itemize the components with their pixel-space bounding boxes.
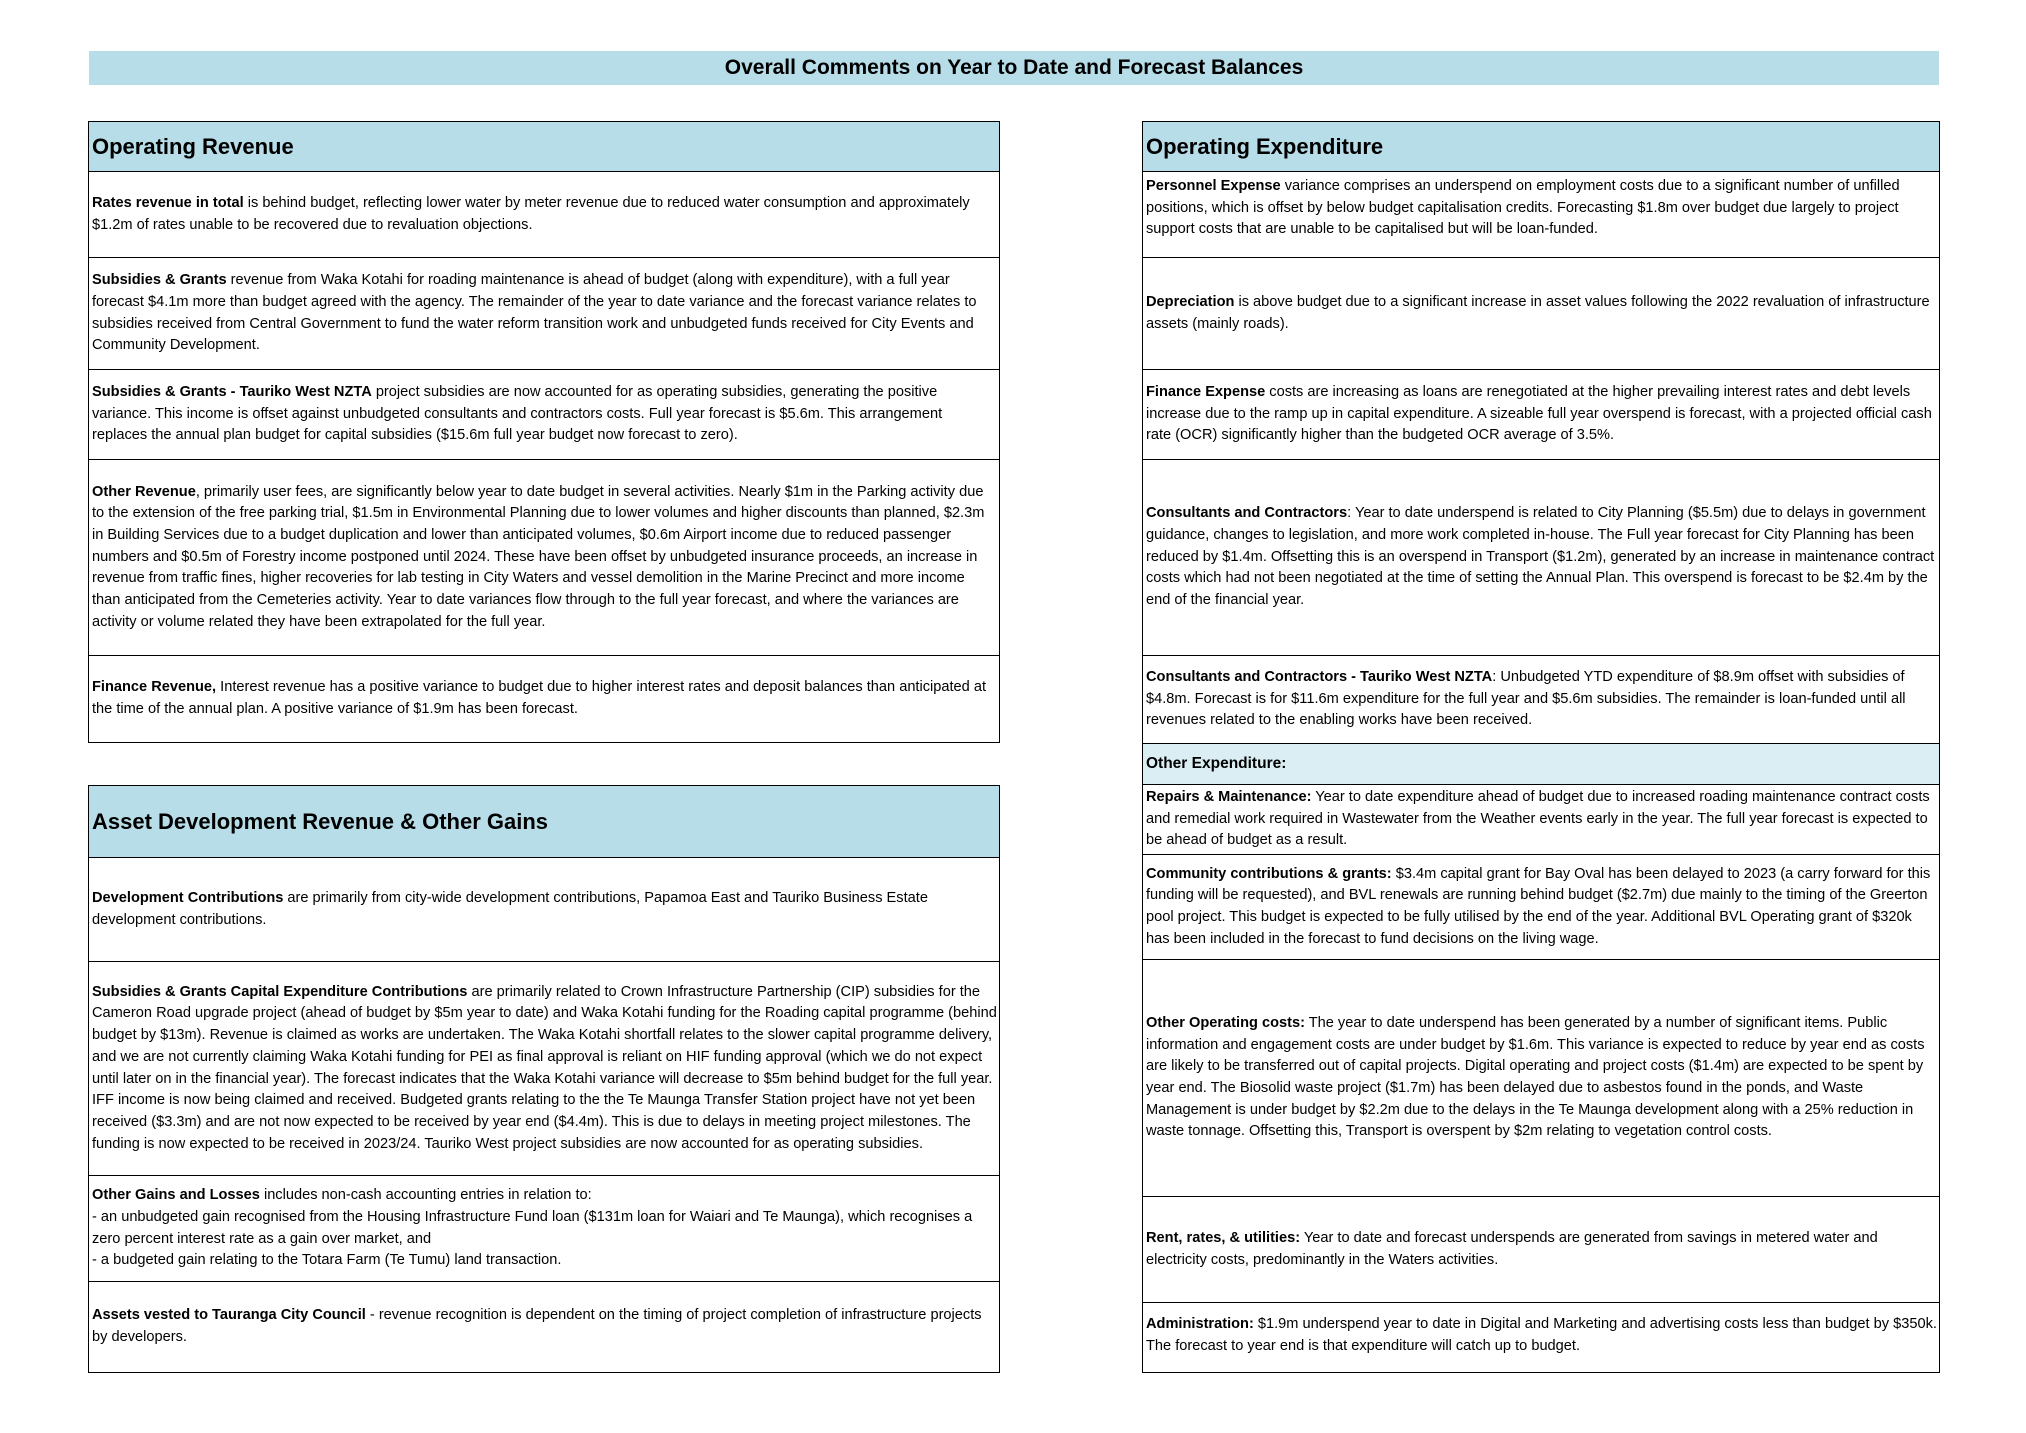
item-label: Administration: <box>1146 1315 1254 1332</box>
list-item <box>1143 960 1939 1197</box>
list-item <box>1143 258 1939 370</box>
item-label: Subsidies & Grants Capital Expenditure Contributions <box>92 983 468 1000</box>
item-text-line: - an unbudgeted gain recognised from the Housing Infrastructure Fund loan ($131m loan for Waiari and Te Maunga), which recognises a zero percent interest rate as a gain over market, and <box>92 1208 973 1247</box>
list-item <box>89 258 999 370</box>
item-label: Consultants and Contractors <box>1146 505 1348 522</box>
list-item <box>89 172 999 258</box>
list-item <box>1143 855 1939 960</box>
item-label: Development Contributions <box>92 889 284 906</box>
item-label: Personnel Expense <box>1146 178 1281 194</box>
item-label: Finance Expense <box>1146 383 1266 400</box>
item-label: Rent, rates, & utilities: <box>1146 1229 1301 1246</box>
item-text: revenue from Waka Kotahi for roading maintenance is ahead of budget (along with expenditure), with a full year forecast $4.1m more than budget agreed with the agency. The remainder of the year to date variance and the forecast variance relates to subsidies received from Central Government to fund the water reform transition work and unbudgeted funds received for City Events and Community Development. <box>92 272 977 354</box>
item-text: project subsidies are now accounted for as operating subsidies, generating the positive variance. This income is offset against unbudgeted consultants and contractors costs. Full year forecast is $5.6m. This arrangement replaces the annual plan budget for capital subsidies ($15.6m full year budget now forecast to zero). <box>92 383 943 444</box>
item-text: variance comprises an underspend on employment costs due to a significant number of unfilled positions, which is offset by below budget capitalisation credits. Forecasting $1.8m over budget due largely to project support costs that are unable to be capitalised but will be loan-funded. <box>1146 178 1900 238</box>
operating-revenue-heading: Operating Revenue <box>89 122 999 172</box>
list-item <box>1143 370 1939 460</box>
item-label: Subsidies & Grants - Tauriko West NZTA <box>92 383 372 400</box>
item-text: is above budget due to a significant increase in asset values following the 2022 revaluation of infrastructure assets (mainly roads). <box>1146 293 1930 332</box>
item-text: : Year to date underspend is related to City Planning ($5.5m) due to delays in government guidance, changes to legislation, and more work completed in-house. The Full year forecast for City Planning has been reduced by $1.4m. Offsetting this is an overspend in Transport ($1.2m), generated by an increase in maintenance contract costs which had not been negotiated at the time of setting the Annual Plan. This overspend is forecast to be $2.4m by the end of the financial year. <box>1146 505 1935 609</box>
item-label: Repairs & Maintenance: <box>1146 788 1312 805</box>
list-item <box>1143 785 1939 855</box>
item-text: : Unbudgeted YTD expenditure of $8.9m offset with subsidies of $4.8m. Forecast is for $11.6m expenditure for the full year and $5.6m subsidies. The remainder is loan-funded until all revenues related to the enabling works have been received. <box>1146 668 1906 729</box>
item-label: Consultants and Contractors - Tauriko West NZTA <box>1146 668 1493 685</box>
item-text: , primarily user fees, are significantly below year to date budget in several activities. Nearly $1m in the Parking activity due to the extension of the free parking trial, $1.5m in Environmental Planning due to lower volumes and higher discounts than planned, $2.3m in Building Services due to a budget duplication and lower than anticipated volumes, $0.6m Airport income due to reduced passenger numbers and $0.5m of Forestry income postponed until 2024. These have been offset by unbudgeted insurance proceeds, an increase in revenue from traffic fines, higher recoveries for lab testing in City Waters and vessel demolition in the Marine Precinct and more income than anticipated from the Cemeteries activity. Year to date variances flow through to the full year forecast, and where the variances are activity or volume related they have been extrapolated for the full year. <box>92 483 985 630</box>
item-text: includes non-cash accounting entries in relation to: <box>259 1187 592 1204</box>
asset-development-panel <box>88 785 1000 1373</box>
item-label: Subsidies & Grants <box>92 272 227 289</box>
item-text: $3.4m capital grant for Bay Oval has been delayed to 2023 (a carry forward for this funding will be requested), and BVL renewals are running behind budget ($2.7m) due mainly to the timing of the Greerton pool project. This budget is expected to be fully utilised by the end of the year. Additional BVL Operating grant of $320k has been included in the forecast to fund decisions on the living wage. <box>1146 865 1931 947</box>
item-label: Rates revenue in total <box>92 194 244 211</box>
list-item <box>1143 1303 1939 1368</box>
item-label: Other Gains and Losses <box>92 1187 260 1204</box>
item-text-line: - a budgeted gain relating to the Totara Farm (Te Tumu) land transaction. <box>92 1252 562 1269</box>
item-text: - revenue recognition is dependent on the timing of project completion of infrastructure projects by developers. <box>92 1306 982 1345</box>
list-item <box>89 1282 999 1371</box>
item-text: costs are increasing as loans are renegotiated at the higher prevailing interest rates and debt levels increase due to the ramp up in capital expenditure. A sizeable full year overspend is forecast, with a projected official cash rate (OCR) significantly higher than the budgeted OCR average of 3.5%. <box>1146 383 1932 444</box>
operating-revenue-panel <box>88 121 1000 743</box>
list-item <box>89 656 999 741</box>
operating-expenditure-heading: Operating Expenditure <box>1143 122 1939 172</box>
item-text: Year to date expenditure ahead of budget due to increased roading maintenance contract costs and remedial work required in Wastewater from the Weather events early in the year. The full year forecast is expected to be ahead of budget as a result. <box>1146 788 1930 849</box>
item-text: $1.9m underspend year to date in Digital and Marketing and advertising costs less than budget by $350k. The forecast to year end is that expenditure will catch up to budget. <box>1146 1315 1937 1354</box>
list-item <box>89 962 999 1176</box>
page-title: Overall Comments on Year to Date and Forecast Balances <box>89 51 1939 85</box>
item-label: Finance Revenue, <box>92 678 217 695</box>
item-text: are primarily from city-wide development contributions, Papamoa East and Tauriko Business Estate development contributions. <box>92 889 928 928</box>
asset-development-heading: Asset Development Revenue & Other Gains <box>89 786 999 858</box>
item-label: Other Revenue <box>92 483 196 500</box>
item-label: Other Operating costs: <box>1146 1014 1305 1031</box>
item-label: Community contributions & grants: <box>1146 865 1392 882</box>
item-text: is behind budget, reflecting lower water by meter revenue due to reduced water consumption and approximately $1.2m of rates unable to be recovered due to revaluation objections. <box>92 194 970 233</box>
list-item <box>1143 460 1939 656</box>
list-item <box>1143 172 1939 258</box>
list-item <box>89 1176 999 1282</box>
operating-expenditure-panel <box>1142 121 1940 1373</box>
item-text: are primarily related to Crown Infrastructure Partnership (CIP) subsidies for the Cameron Road upgrade project (ahead of budget by $5m year to date) and Waka Kotahi funding for the Roading capital programme (behind budget by $13m). Revenue is claimed as works are undertaken. The Waka Kotahi shortfall relates to the slower capital programme delivery, and we are not currently claiming Waka Kotahi funding for PEI as final approval is reliant on HIF funding approval (which we do not expect until later on in the financial year). The forecast indicates that the Waka Kotahi variance will decrease to $5m behind budget for the full year. IFF income is now being claimed and received. Budgeted grants relating to the the Te Maunga Transfer Station project have not yet been received ($3.3m) and are not now expected to be received by year end ($4.4m). This is due to delays in meeting project milestones. The funding is now expected to be received in 2023/24. Tauriko West project subsidies are now accounted for as operating subsidies. <box>92 983 997 1152</box>
list-item <box>1143 656 1939 744</box>
list-item <box>89 370 999 460</box>
item-text: Year to date and forecast underspends are generated from savings in metered water and electricity costs, predominantly in the Waters activities. <box>1146 1229 1878 1268</box>
item-text: The year to date underspend has been generated by a number of significant items. Public information and engagement costs are under budget by $1.6m. This variance is expected to reduce by year end as costs are likely to be transferred out of capital projects. Digital operating and project costs ($1.4m) are expected to be spent by year end. The Biosolid waste project ($1.7m) has been delayed due to asbestos found in the ponds, and Waste Management is under budget by $2.2m due to the delays in the Te Maunga development along with a 25% reduction in waste tonnage. Offsetting this, Transport is overspent by $2m relating to vegetation control costs. <box>1146 1014 1925 1140</box>
list-item <box>89 460 999 656</box>
item-label: Depreciation <box>1146 293 1235 310</box>
other-expenditure-heading: Other Expenditure: <box>1143 744 1939 785</box>
list-item <box>89 858 999 962</box>
item-label: Assets vested to Tauranga City Council <box>92 1306 366 1323</box>
item-text: Interest revenue has a positive variance to budget due to higher interest rates and deposit balances than anticipated at the time of the annual plan. A positive variance of $1.9m has been forecast. <box>92 678 987 717</box>
list-item <box>1143 1197 1939 1303</box>
